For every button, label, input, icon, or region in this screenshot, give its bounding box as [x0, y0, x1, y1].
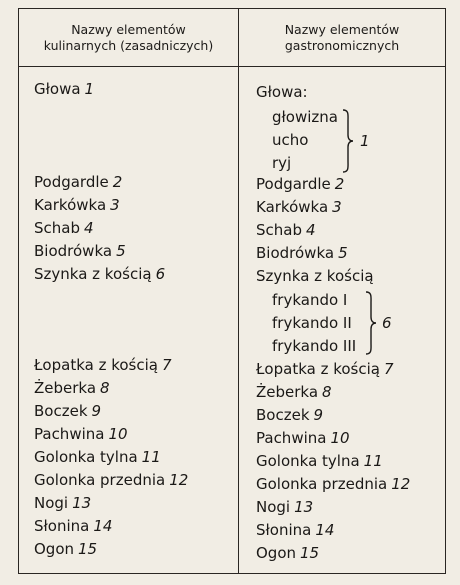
element-name: Pachwina: [34, 425, 105, 443]
element-number: 3: [110, 196, 120, 214]
left-row: [34, 424, 128, 444]
element-name: Słonina: [34, 517, 90, 535]
element-name: Golonka przednia: [34, 471, 166, 489]
header-culinary-line1: Nazwy elementów: [71, 21, 186, 37]
element-number: 10: [330, 429, 350, 447]
element-number: 9: [91, 402, 102, 420]
element-name: Golonka tylna: [34, 448, 138, 466]
element-number: 9: [313, 406, 324, 424]
left-row: [34, 539, 97, 559]
header-gastronomic-line1: Nazwy elementów: [284, 21, 400, 37]
left-row: [34, 172, 122, 192]
right-subrow: [272, 107, 338, 127]
element-number: 6: [155, 265, 166, 283]
group-number: 1: [360, 132, 370, 150]
right-row: [256, 174, 344, 194]
element-number: 13: [72, 494, 92, 512]
right-row: [256, 359, 394, 379]
right-brace-icon: [341, 109, 355, 173]
right-row: [256, 382, 332, 402]
element-number: 4: [306, 221, 316, 239]
element-name: Golonka tylna: [256, 452, 360, 470]
left-row: [34, 218, 94, 238]
right-row-glowa: [256, 82, 308, 102]
right-subrow: [272, 153, 291, 173]
element-number: 8: [322, 383, 332, 401]
element-number: 5: [116, 242, 126, 260]
right-subrow: [272, 313, 352, 333]
element-number: 7: [383, 360, 394, 378]
element-name: Schab: [34, 219, 80, 237]
header-gastronomic: [239, 9, 445, 66]
header-gastronomic-line2: gastronomicznych: [284, 37, 400, 53]
header-culinary: [19, 9, 238, 66]
left-row: [34, 447, 161, 467]
right-row-szynka: [256, 266, 374, 286]
element-number: 8: [100, 379, 110, 397]
element-number: 11: [141, 448, 161, 466]
right-row: [256, 405, 323, 425]
element-name: Podgardle: [34, 173, 109, 191]
element-name: Karkówka: [256, 198, 329, 216]
element-name: Karkówka: [34, 196, 107, 214]
header-divider: [19, 66, 445, 67]
element-name: Nogi: [34, 494, 69, 512]
element-number: 11: [363, 452, 383, 470]
element-name: frykando II: [272, 314, 352, 332]
right-row: [256, 220, 316, 240]
element-number: 5: [338, 244, 348, 262]
element-number: 7: [161, 356, 172, 374]
left-row: [34, 264, 165, 284]
right-subrow: [272, 336, 356, 356]
right-row: [256, 520, 334, 540]
right-row: [256, 197, 342, 217]
element-name: Żeberka: [34, 379, 97, 397]
element-name: Biodrówka: [256, 244, 335, 262]
left-row: [34, 79, 94, 99]
left-row: [34, 378, 110, 398]
element-name: Podgardle: [256, 175, 331, 193]
element-name: Schab: [256, 221, 302, 239]
right-subrow: [272, 130, 308, 150]
left-row: [34, 241, 126, 261]
header-culinary-line2: kulinarnych (zasadniczych): [43, 37, 214, 53]
element-name: Biodrówka: [34, 242, 113, 260]
left-row: [34, 355, 172, 375]
right-row: [256, 497, 313, 517]
left-row: [34, 195, 120, 215]
element-name: Golonka przednia: [256, 475, 388, 493]
element-number: 14: [315, 521, 335, 539]
element-name: Ogon: [34, 540, 75, 558]
right-brace-icon: [364, 291, 378, 355]
right-subrow: [272, 290, 347, 310]
element-number: 14: [93, 517, 113, 535]
right-row: [256, 243, 348, 263]
element-name: Ogon: [256, 544, 297, 562]
element-number: 13: [294, 498, 314, 516]
element-number: 2: [112, 173, 123, 191]
group-number: 6: [382, 314, 392, 332]
element-number: 4: [84, 219, 94, 237]
element-name: Głowa: [34, 80, 81, 98]
right-row: [256, 543, 319, 563]
element-name: Nogi: [256, 498, 291, 516]
left-row: [34, 401, 101, 421]
element-number: 2: [334, 175, 345, 193]
element-name: Szynka z kością: [34, 265, 152, 283]
element-name: Słonina: [256, 521, 312, 539]
right-row: [256, 451, 383, 471]
element-number: 3: [332, 198, 342, 216]
element-number: 15: [300, 544, 320, 562]
element-name: frykando III: [272, 337, 357, 355]
left-row: [34, 470, 188, 490]
element-name: Łopatka z kością: [256, 360, 380, 378]
element-name: frykando I: [272, 291, 348, 309]
column-divider: [238, 9, 239, 573]
element-name: Boczek: [34, 402, 88, 420]
element-number: 1: [84, 80, 95, 98]
element-number: 10: [108, 425, 128, 443]
element-name: głowizna: [272, 108, 338, 126]
element-number: 12: [391, 475, 411, 493]
left-row: [34, 516, 112, 536]
element-name: Głowa:: [256, 83, 308, 101]
right-row: [256, 474, 410, 494]
element-number: 15: [78, 540, 98, 558]
element-name: Szynka z kością: [256, 267, 374, 285]
element-name: ucho: [272, 131, 309, 149]
meat-cuts-table: [18, 8, 446, 574]
right-row: [256, 428, 350, 448]
element-name: Żeberka: [256, 383, 319, 401]
element-name: Pachwina: [256, 429, 327, 447]
element-name: ryj: [272, 154, 292, 172]
element-number: 12: [169, 471, 189, 489]
left-row: [34, 493, 91, 513]
element-name: Boczek: [256, 406, 310, 424]
element-name: Łopatka z kością: [34, 356, 158, 374]
